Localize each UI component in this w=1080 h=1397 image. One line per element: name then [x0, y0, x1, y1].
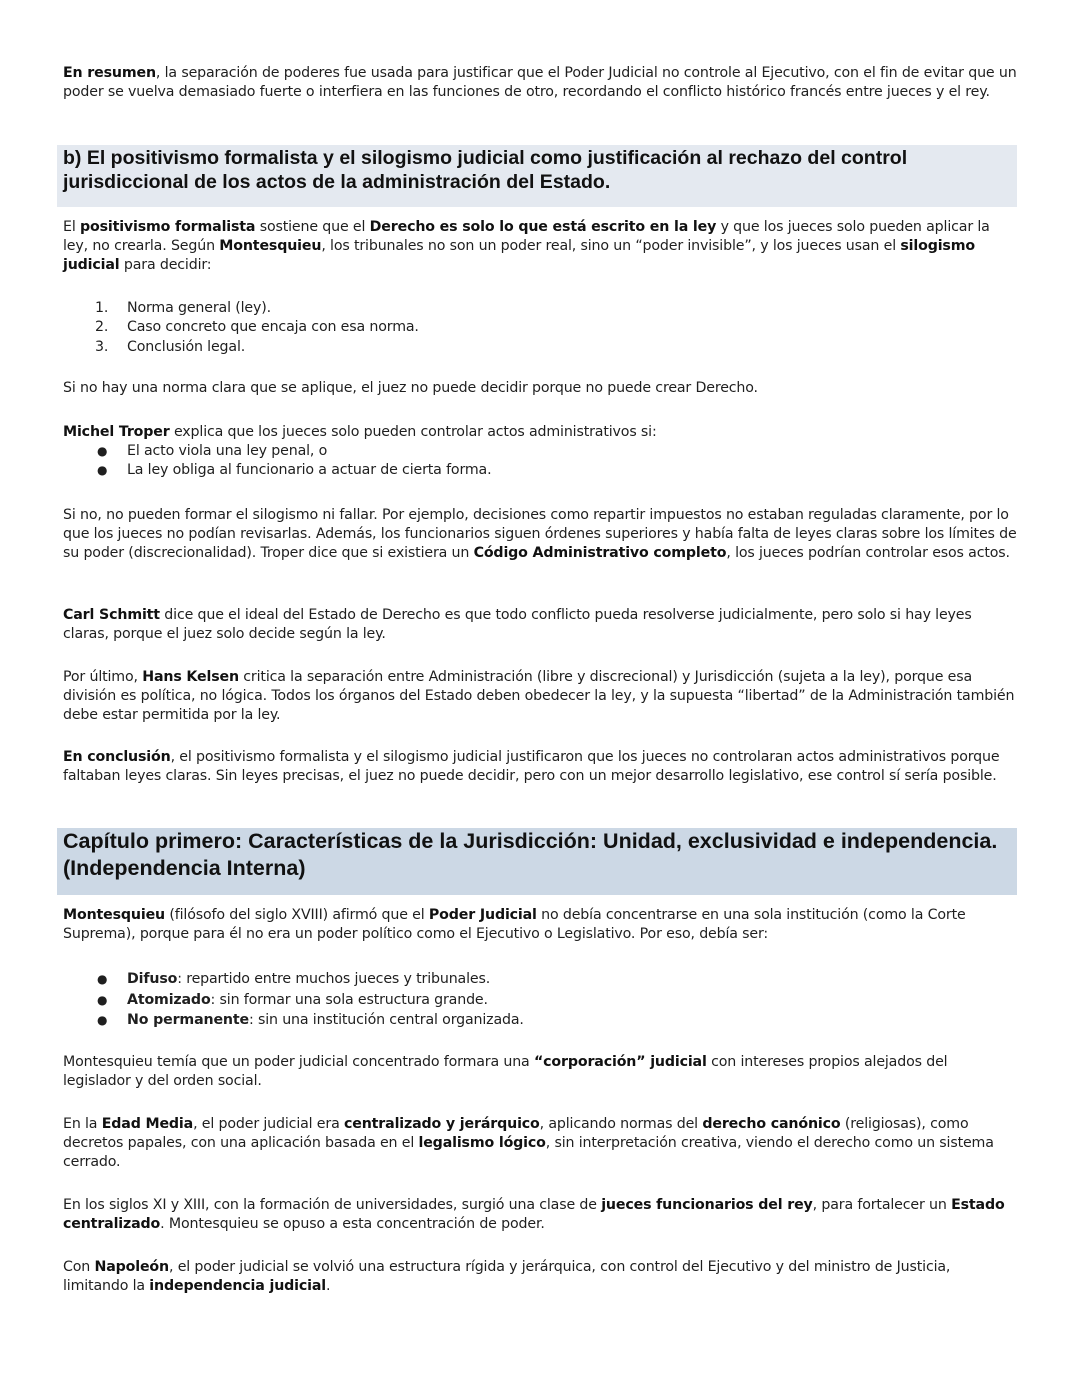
middle-ages-paragraph: En la Edad Media, el poder judicial era centralizado y jerárquico, aplicando normas del derecho canónico (religiosas), como decretos papales, con una aplicación basada en el legalismo lógico, sin interpretación creativa, viendo el derecho como un sistema cerrado. — [63, 1116, 994, 1170]
traits-list — [63, 969, 1018, 1031]
bullet-icon: ● — [97, 1013, 108, 1027]
corporation-paragraph: Montesquieu temía que un poder judicial concentrado formara una “corporación” judicial con intereses propios alejados del legislador y del orden social. — [63, 1054, 948, 1089]
troper-conditions-list — [63, 442, 1018, 481]
section-b-heading: b) El positivismo formalista y el silogismo judicial como justificación al rechazo del control jurisdiccional de los actos de la administración del Estado. — [57, 145, 1017, 207]
troper-paragraph: Michel Troper explica que los jueces solo pueden controlar actos administrativos si: — [63, 424, 657, 440]
schmitt-paragraph: Carl Schmitt dice que el ideal del Estado de Derecho es que todo conflicto pueda resolverse judicialmente, pero solo si hay leyes claras, porque el juez solo decide según la ley. — [63, 607, 972, 642]
syllogism-steps-list — [63, 299, 1018, 357]
bullet-icon: ● — [97, 992, 108, 1007]
list-item: 3. Conclusión legal. — [95, 338, 246, 355]
list-item: ● El acto viola una ley penal, o — [63, 442, 1018, 461]
no-norm-paragraph: Si no hay una norma clara que se aplique, el juez no puede decidir porque no puede crear Derecho. — [63, 380, 758, 396]
bullet-icon: ● — [97, 463, 108, 478]
bullet-icon: ● — [97, 972, 108, 986]
bold-lead: En resumen — [63, 65, 156, 81]
bullet-icon: ● — [97, 444, 108, 458]
positivism-paragraph: El positivismo formalista sostiene que el Derecho es solo lo que está escrito en la ley y que los jueces solo pueden aplicar la ley, no crearla. Según Montesquieu, los tribunales no son un poder real, sino un “poder invisible”, y los jueces usan el silogismo judicial para decidir: — [63, 219, 990, 273]
napoleon-paragraph: Con Napoleón, el poder judicial se volvió una estructura rígida y jerárquica, con control del Ejecutivo y del ministro de Justicia, limitando la independencia judicial. — [63, 1259, 951, 1294]
list-item: ● Atomizado: sin formar una sola estructura grande. — [63, 990, 1018, 1011]
kelsen-paragraph: Por último, Hans Kelsen critica la separación entre Administración (libre y discrecional) y Jurisdicción (sujeta a la ley), porque esa división es política, no lógica. Todos los órganos del Estado deben obedecer la ley, y la supuesta “libertad” de la Administración también debe estar permitida por la ley. — [63, 669, 1015, 723]
list-item: ● Difuso: repartido entre muchos jueces y tribunales. — [63, 969, 1018, 990]
montesquieu-paragraph: Montesquieu (filósofo del siglo XVIII) afirmó que el Poder Judicial no debía concentrarse en una sola institución (como la Corte Suprema), porque para él no era un poder político como el Ejecutivo o Legislativo. Por eso, debía ser: — [63, 907, 966, 942]
list-item: 1. Norma general (ley). — [95, 300, 271, 316]
summary-paragraph: En resumen, la separación de poderes fue usada para justificar que el Poder Judicial no controle al Ejecutivo, con el fin de evitar que un poder se vuelva demasiado fuerte o interfiera en las funciones de otro, recordando el conflicto histórico francés entre jueces y el rey. — [63, 65, 1017, 100]
chapter-one-heading: Capítulo primero: Características de la Jurisdicción: Unidad, exclusividad e independencia. (Independencia Interna) — [57, 828, 1017, 895]
universities-paragraph: En los siglos XI y XIII, con la formación de universidades, surgió una clase de jueces funcionarios del rey, para fortalecer un Estado centralizado. Montesquieu se opuso a esta concentración de poder. — [63, 1197, 1005, 1232]
list-item: ● No permanente: sin una institución central organizada. — [63, 1010, 1018, 1031]
list-item: ● La ley obliga al funcionario a actuar de cierta forma. — [63, 461, 1018, 480]
discretion-paragraph: Si no, no pueden formar el silogismo ni fallar. Por ejemplo, decisiones como repartir impuestos no estaban reguladas claramente, por lo que los jueces no podían revisarlas. Además, los funcionarios siguen órdenes superiores y había falta de leyes claras sobre los límites de su poder (discrecionalidad). Troper dice que si existiera un Código Administrativo completo, los jueces podrían controlar esos actos. — [63, 507, 1017, 561]
list-item: 2. Caso concreto que encaja con esa norma. — [95, 319, 419, 336]
conclusion-paragraph: En conclusión, el positivismo formalista y el silogismo judicial justificaron que los jueces no controlaran actos administrativos porque faltaban leyes claras. Sin leyes precisas, el juez no puede decidir, pero con un mejor desarrollo legislativo, ese control sí sería posible. — [63, 749, 1000, 784]
